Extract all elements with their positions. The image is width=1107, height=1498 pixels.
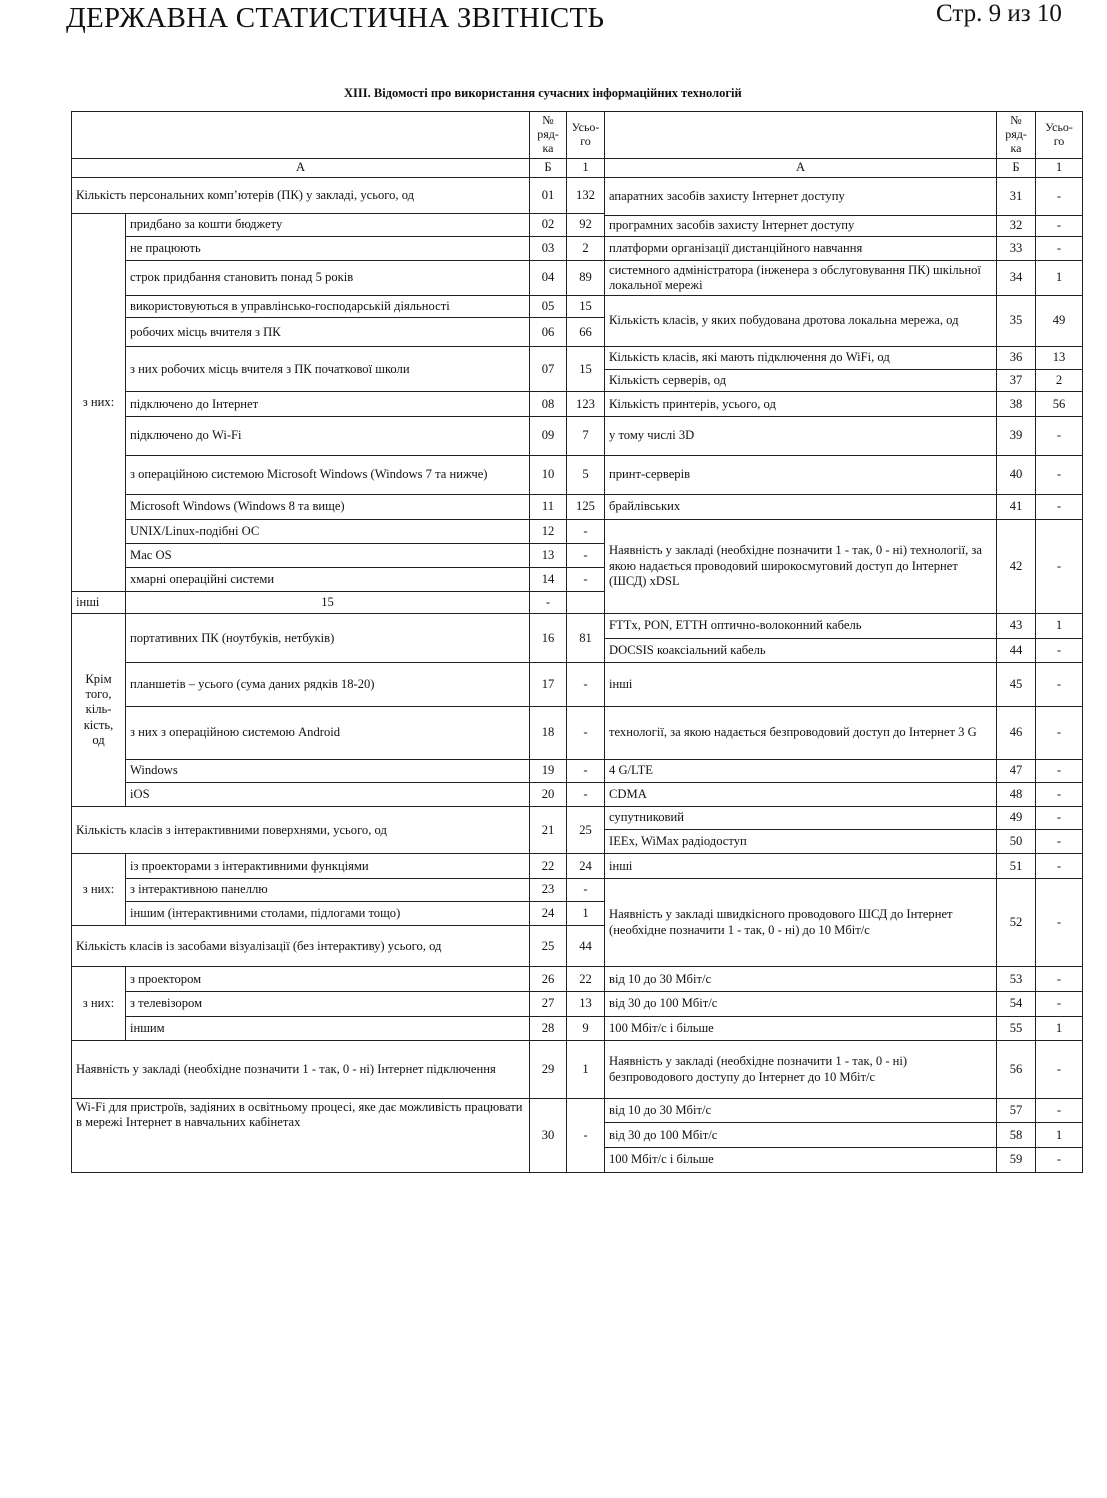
table-row <box>72 295 1083 318</box>
left-row-code: 14 <box>530 567 567 591</box>
table-row <box>72 967 1083 992</box>
left-row-code: 26 <box>530 967 567 992</box>
table-row <box>72 614 1083 639</box>
right-row-code: 31 <box>997 178 1036 216</box>
table-row <box>72 178 1083 214</box>
header-blank-right <box>605 112 997 159</box>
left-row-label: Кількість класів із засобами візуалізації (без інтерактиву) усього, од <box>72 926 530 967</box>
right-row-label: Кількість серверів, од <box>605 369 997 392</box>
left-row-value: 15 <box>567 347 605 392</box>
table-row <box>72 159 1083 178</box>
left-row-value: 9 <box>567 1016 605 1041</box>
left-row-value: - <box>567 706 605 759</box>
header-blank <box>72 112 530 159</box>
left-row-label: робочих місць вчителя з ПК <box>126 318 530 347</box>
table-row <box>72 456 1083 495</box>
right-row-label: системного адміністратора (інженера з обслуговування ПК) шкільної локальної мережі <box>605 261 997 296</box>
left-row-code: 16 <box>530 614 567 663</box>
right-row-value: 1 <box>1036 1016 1083 1041</box>
right-row-label: технології, за якою надається безпроводовий доступ до Інтернет 3 G <box>605 706 997 759</box>
right-row-value: - <box>1036 1098 1083 1123</box>
right-row-value: - <box>1036 854 1083 879</box>
right-row-label: 100 Мбіт/с і більше <box>605 1016 997 1041</box>
left-row-label: планшетів – усього (сума даних рядків 18-20) <box>126 663 530 706</box>
right-row-value: - <box>1036 1148 1083 1173</box>
right-row-label: принт-серверів <box>605 456 997 495</box>
right-row-label: IEEx, WiMax радіодоступ <box>605 829 997 854</box>
right-row-code: 40 <box>997 456 1036 495</box>
table-row <box>72 854 1083 879</box>
left-row-code: 12 <box>530 519 567 544</box>
table-row <box>72 706 1083 759</box>
right-row-value: 56 <box>1036 392 1083 417</box>
right-row-code: 55 <box>997 1016 1036 1041</box>
right-row-label: платформи організації дистанційного навчання <box>605 236 997 261</box>
left-row-value: 132 <box>567 178 605 214</box>
right-row-code: 33 <box>997 236 1036 261</box>
left-row-code: 11 <box>530 495 567 520</box>
right-row-code: 56 <box>997 1041 1036 1099</box>
left-row-value: 24 <box>567 854 605 879</box>
header-total-right: Усьо-го <box>1036 112 1083 159</box>
left-row-label: iOS <box>126 782 530 807</box>
right-row-label: у тому числі 3D <box>605 417 997 456</box>
right-row-value: - <box>1036 236 1083 261</box>
left-row-code: 19 <box>530 759 567 782</box>
left-row-label: з операційною системою Microsoft Windows (Windows 7 та нижче) <box>126 456 530 495</box>
left-row-label: хмарні операційні системи <box>126 567 530 591</box>
left-row-label: UNIX/Linux-подібні ОС <box>126 519 530 544</box>
group-label: з них: <box>72 854 126 926</box>
right-row-value: 2 <box>1036 369 1083 392</box>
left-row-label: з інтерактивною панеллю <box>126 879 530 902</box>
left-row-code: 20 <box>530 782 567 807</box>
right-row-code: 37 <box>997 369 1036 392</box>
right-row-code: 49 <box>997 807 1036 830</box>
right-row-label: CDMA <box>605 782 997 807</box>
right-row-label: Наявність у закладі (необхідне позначити 1 - так, 0 - ні) технології, за якою надається проводовий широкосмуговий доступ до Інтернет (ШСД) xDSL <box>605 519 997 613</box>
table-row <box>72 1098 1083 1123</box>
left-row-value: 66 <box>567 318 605 347</box>
right-row-value: - <box>1036 807 1083 830</box>
left-row-label: строк придбання становить понад 5 років <box>126 261 530 296</box>
right-row-value: - <box>1036 663 1083 706</box>
table-row <box>72 782 1083 807</box>
right-row-value: - <box>1036 829 1083 854</box>
right-row-code: 47 <box>997 759 1036 782</box>
right-row-value: 1 <box>1036 614 1083 639</box>
right-row-label: від 30 до 100 Мбіт/с <box>605 992 997 1017</box>
header-row-no: № ряд-ка <box>530 112 567 159</box>
table-row <box>72 992 1083 1017</box>
right-row-value: - <box>1036 417 1083 456</box>
left-row-code: 15 <box>126 591 530 614</box>
left-row-label: портативних ПК (ноутбуків, нетбуків) <box>126 614 530 663</box>
left-row-code: 29 <box>530 1041 567 1099</box>
table-row <box>72 663 1083 706</box>
right-row-value: 49 <box>1036 295 1083 346</box>
left-row-label: Наявність у закладі (необхідне позначити 1 - так, 0 - ні) Інтернет підключення <box>72 1041 530 1099</box>
left-row-code: 18 <box>530 706 567 759</box>
right-row-value: - <box>1036 992 1083 1017</box>
left-row-label: Кількість персональних комп’ютерів (ПК) у закладі, усього, од <box>72 178 530 214</box>
table-row <box>72 807 1083 830</box>
right-row-label: супутниковий <box>605 807 997 830</box>
left-row-value: - <box>567 1098 605 1172</box>
table-row <box>72 879 1083 902</box>
left-row-value: - <box>567 544 605 568</box>
left-row-value: 1 <box>567 1041 605 1099</box>
left-row-code: 05 <box>530 295 567 318</box>
left-row-value: 123 <box>567 392 605 417</box>
left-row-label: придбано за кошти бюджету <box>126 214 530 237</box>
right-row-label: DOCSIS коаксіальний кабель <box>605 638 997 663</box>
right-row-value: 1 <box>1036 1123 1083 1148</box>
right-row-value: - <box>1036 967 1083 992</box>
right-row-value: - <box>1036 495 1083 520</box>
left-row-code: 08 <box>530 392 567 417</box>
right-row-value: - <box>1036 178 1083 216</box>
right-row-code: 46 <box>997 706 1036 759</box>
right-row-code: 39 <box>997 417 1036 456</box>
left-row-label: інші <box>72 591 126 614</box>
table-row <box>72 261 1083 296</box>
right-row-code: 42 <box>997 519 1036 613</box>
right-row-label: Наявність у закладі швидкісного проводового ШСД до Інтернет (необхідне позначити 1 - так, 0 - ні) до 10 Мбіт/с <box>605 879 997 967</box>
right-row-code: 36 <box>997 347 1036 370</box>
table-row <box>72 1016 1083 1041</box>
left-row-value: 2 <box>567 236 605 261</box>
left-row-label: з них з операційною системою Android <box>126 706 530 759</box>
right-row-code: 38 <box>997 392 1036 417</box>
right-row-value: - <box>1036 456 1083 495</box>
table-row <box>72 236 1083 261</box>
left-row-value: 92 <box>567 214 605 237</box>
left-row-label: іншим (інтерактивними столами, підлогами тощо) <box>126 901 530 926</box>
left-row-label: із проекторами з інтерактивними функціями <box>126 854 530 879</box>
document-title: ДЕРЖАВНА СТАТИСТИЧНА ЗВІТНІСТЬ <box>66 2 605 34</box>
left-row-value: 81 <box>567 614 605 663</box>
right-row-code: 58 <box>997 1123 1036 1148</box>
left-row-value: 44 <box>567 926 605 967</box>
left-row-code: 04 <box>530 261 567 296</box>
left-row-value: 25 <box>567 807 605 854</box>
left-row-value: - <box>567 782 605 807</box>
left-row-value: - <box>567 519 605 544</box>
left-row-label: не працюють <box>126 236 530 261</box>
right-row-code: 54 <box>997 992 1036 1017</box>
left-row-value: 125 <box>567 495 605 520</box>
left-row-code: 13 <box>530 544 567 568</box>
right-row-code: 57 <box>997 1098 1036 1123</box>
right-row-code: 45 <box>997 663 1036 706</box>
right-row-value: - <box>1036 706 1083 759</box>
left-row-code: 17 <box>530 663 567 706</box>
left-row-value: 22 <box>567 967 605 992</box>
right-row-code: 52 <box>997 879 1036 967</box>
right-row-code: 44 <box>997 638 1036 663</box>
section-title: XIII. Відомості про використання сучасних інформаційних технологій <box>344 86 742 100</box>
right-row-code: 48 <box>997 782 1036 807</box>
left-row-label: Windows <box>126 759 530 782</box>
left-row-code: 22 <box>530 854 567 879</box>
right-row-label: програмних засобів захисту Інтернет доступу <box>605 216 997 237</box>
right-row-value: - <box>1036 782 1083 807</box>
right-row-code: 59 <box>997 1148 1036 1173</box>
right-row-label: брайлівських <box>605 495 997 520</box>
header-row-no-right: № ряд-ка <box>997 112 1036 159</box>
left-row-code: 09 <box>530 417 567 456</box>
page-number: Стр. 9 из 10 <box>936 0 1062 27</box>
left-row-label: з проектором <box>126 967 530 992</box>
table-row <box>72 347 1083 370</box>
left-row-code: 27 <box>530 992 567 1017</box>
table-row <box>72 1041 1083 1099</box>
left-row-code: 28 <box>530 1016 567 1041</box>
left-row-value: 7 <box>567 417 605 456</box>
right-row-value: - <box>1036 638 1083 663</box>
right-row-value: - <box>1036 519 1083 613</box>
left-row-label: підключено до Wi-Fi <box>126 417 530 456</box>
left-row-code: 03 <box>530 236 567 261</box>
right-row-label: FTTx, PON, ETTH оптично-волоконний кабель <box>605 614 997 639</box>
header-col-a-right: А <box>605 159 997 178</box>
left-row-value: - <box>567 879 605 902</box>
left-row-label: Wi-Fi для пристроїв, задіяних в освітньому процесі, яке дає можливість працювати в мережі Інтернет в навчальних кабінетах <box>72 1098 530 1172</box>
left-row-code: 10 <box>530 456 567 495</box>
header-col-b-right: Б <box>997 159 1036 178</box>
left-row-code: 23 <box>530 879 567 902</box>
right-row-label: інші <box>605 663 997 706</box>
right-row-code: 35 <box>997 295 1036 346</box>
right-row-label: від 10 до 30 Мбіт/с <box>605 1098 997 1123</box>
right-row-label: від 10 до 30 Мбіт/с <box>605 967 997 992</box>
left-row-value: - <box>530 591 567 614</box>
left-row-value: - <box>567 567 605 591</box>
right-row-label: Кількість класів, у яких побудована дротова локальна мережа, од <box>605 295 997 346</box>
left-row-value: 15 <box>567 295 605 318</box>
right-row-code: 41 <box>997 495 1036 520</box>
left-row-code: 02 <box>530 214 567 237</box>
right-row-label: апаратних засобів захисту Інтернет доступу <box>605 178 997 216</box>
right-row-label: Наявність у закладі (необхідне позначити 1 - так, 0 - ні) безпроводового доступу до Інтернет до 10 Мбіт/с <box>605 1041 997 1099</box>
right-row-label: інші <box>605 854 997 879</box>
header-col-1: 1 <box>567 159 605 178</box>
header-col-1-right: 1 <box>1036 159 1083 178</box>
right-row-label: Кількість принтерів, усього, од <box>605 392 997 417</box>
right-row-value: - <box>1036 216 1083 237</box>
header-col-b: Б <box>530 159 567 178</box>
left-row-code: 30 <box>530 1098 567 1172</box>
table-row <box>72 417 1083 456</box>
table-row <box>72 519 1083 544</box>
right-row-label: 100 Мбіт/с і більше <box>605 1148 997 1173</box>
group-label: з них: <box>72 214 126 592</box>
right-row-value: 13 <box>1036 347 1083 370</box>
left-row-label: Кількість класів з інтерактивними поверхнями, усього, од <box>72 807 530 854</box>
right-row-value: - <box>1036 1041 1083 1099</box>
right-row-code: 32 <box>997 216 1036 237</box>
left-row-label: Microsoft Windows (Windows 8 та вище) <box>126 495 530 520</box>
left-row-value: - <box>567 663 605 706</box>
left-row-code: 01 <box>530 178 567 214</box>
left-row-code: 25 <box>530 926 567 967</box>
right-row-label: 4 G/LTE <box>605 759 997 782</box>
left-row-value: 5 <box>567 456 605 495</box>
right-row-code: 50 <box>997 829 1036 854</box>
left-row-value: 13 <box>567 992 605 1017</box>
right-row-value: - <box>1036 879 1083 967</box>
group-label: з них: <box>72 967 126 1041</box>
right-row-code: 34 <box>997 261 1036 296</box>
left-row-code: 07 <box>530 347 567 392</box>
left-row-value: - <box>567 759 605 782</box>
right-row-code: 53 <box>997 967 1036 992</box>
statistics-table <box>71 111 1083 1173</box>
left-row-code: 21 <box>530 807 567 854</box>
table-row <box>72 759 1083 782</box>
right-row-value: - <box>1036 759 1083 782</box>
right-row-label: від 30 до 100 Мбіт/с <box>605 1123 997 1148</box>
left-row-label: використовуються в управлінсько-господарській діяльності <box>126 295 530 318</box>
header-total: Усьо-го <box>567 112 605 159</box>
table-row <box>72 112 1083 159</box>
left-row-label: підключено до Інтернет <box>126 392 530 417</box>
left-row-value: 89 <box>567 261 605 296</box>
left-row-code: 06 <box>530 318 567 347</box>
header-col-a: А <box>72 159 530 178</box>
group-label: Крім того, кіль-кість, од <box>72 614 126 807</box>
left-row-label: з телевізором <box>126 992 530 1017</box>
right-row-label: Кількість класів, які мають підключення до WiFi, од <box>605 347 997 370</box>
left-row-code: 24 <box>530 901 567 926</box>
left-row-value: 1 <box>567 901 605 926</box>
right-row-code: 51 <box>997 854 1036 879</box>
table-row <box>72 495 1083 520</box>
table-row <box>72 392 1083 417</box>
left-row-label: іншим <box>126 1016 530 1041</box>
right-row-value: 1 <box>1036 261 1083 296</box>
right-row-code: 43 <box>997 614 1036 639</box>
left-row-label: Mac OS <box>126 544 530 568</box>
left-row-label: з них робочих місць вчителя з ПК початкової школи <box>126 347 530 392</box>
